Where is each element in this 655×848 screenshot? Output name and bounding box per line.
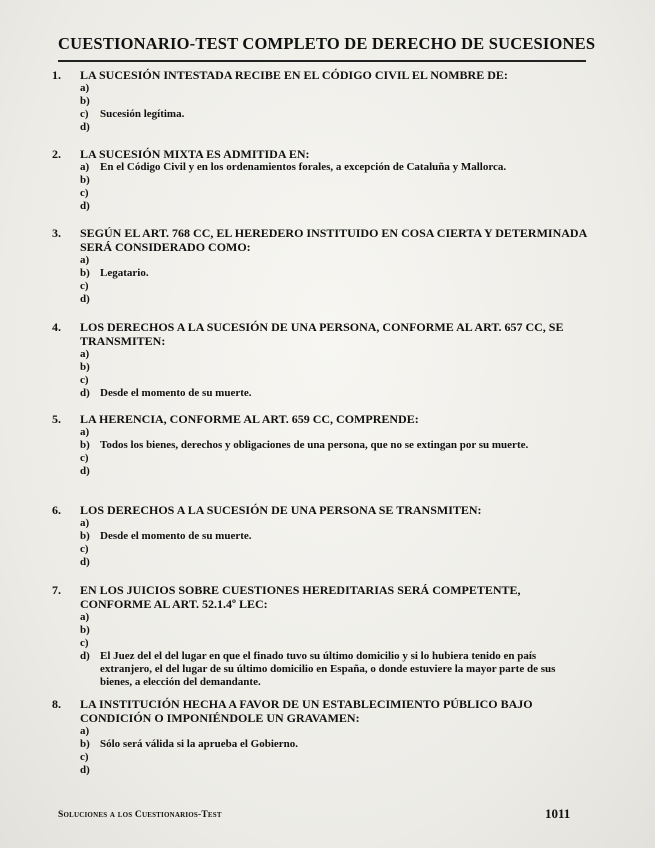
- question-text: LA HERENCIA, CONFORME AL ART. 659 CC, COMPRENDE:: [80, 412, 419, 426]
- option-b: [80, 95, 592, 108]
- option-a: [80, 82, 592, 95]
- option-letter: d): [80, 650, 90, 662]
- option-a: [80, 611, 592, 624]
- option-d: [80, 200, 592, 213]
- option-b: [80, 624, 592, 637]
- question-text: LA INSTITUCIÓN HECHA A FAVOR DE UN ESTABLECIMIENTO PÚBLICO BAJO CONDICIÓN O IMPONIÉNDOLE UN GRAVAMEN:: [80, 697, 533, 725]
- option-letter: c): [80, 637, 89, 649]
- title-rule: [58, 60, 586, 62]
- option-b: [80, 361, 592, 374]
- option-c: [80, 280, 592, 293]
- option-text: [100, 426, 590, 439]
- option-text: [100, 187, 590, 200]
- option-letter: b): [80, 624, 90, 636]
- option-letter: c): [80, 187, 89, 199]
- option-text: [100, 254, 590, 267]
- option-d: [80, 650, 592, 689]
- option-text: [100, 348, 590, 361]
- question-number: 6.: [52, 503, 61, 517]
- option-letter: a): [80, 254, 90, 266]
- option-a: [80, 348, 592, 361]
- option-b: [80, 267, 592, 280]
- option-letter: d): [80, 764, 90, 776]
- option-letter: b): [80, 361, 90, 373]
- option-text: Todos los bienes, derechos y obligaciones de una persona, que no se extingan por su muerte.: [100, 439, 529, 451]
- question-text: EN LOS JUICIOS SOBRE CUESTIONES HEREDITARIAS SERÁ COMPETENTE, CONFORME AL ART. 52.1.4º LEC:: [80, 583, 521, 611]
- option-c: [80, 543, 592, 556]
- question-2: [52, 147, 592, 213]
- question-number: 4.: [52, 320, 61, 334]
- option-text: El Juez del el del lugar en que el finado tuvo su último domicilio y si lo hubiera tenido en país extranjero, el del lugar de su último domicilio en España, o donde estuviere la mayor parte de sus bienes, a elección del demandante.: [100, 650, 556, 688]
- option-c: [80, 108, 592, 121]
- question-number: 5.: [52, 412, 61, 426]
- option-d: [80, 387, 592, 400]
- option-a: [80, 254, 592, 267]
- option-c: [80, 637, 592, 650]
- option-text: Legatario.: [100, 267, 149, 279]
- option-text: [100, 751, 590, 764]
- option-letter: a): [80, 611, 90, 623]
- page-footer: Soluciones a los Cuestionarios-Test: [58, 810, 222, 820]
- option-d: [80, 556, 592, 569]
- option-letter: a): [80, 161, 90, 173]
- question-text: LA SUCESIÓN MIXTA ES ADMITIDA EN:: [80, 147, 310, 161]
- question-3: [52, 226, 592, 306]
- option-text: Sucesión legítima.: [100, 108, 185, 120]
- option-text: [100, 121, 590, 134]
- option-text: [100, 452, 590, 465]
- question-number: 3.: [52, 226, 61, 240]
- option-text: [100, 200, 590, 213]
- option-letter: d): [80, 121, 90, 133]
- option-d: [80, 465, 592, 478]
- option-text: [100, 725, 590, 738]
- question-text: SEGÚN EL ART. 768 CC, EL HEREDERO INSTITUIDO EN COSA CIERTA Y DETERMINADA SERÁ CONSIDERADO COMO:: [80, 226, 587, 254]
- option-text: [100, 293, 590, 306]
- question-6: [52, 503, 592, 569]
- option-letter: c): [80, 751, 89, 763]
- option-text: [100, 174, 590, 187]
- option-c: [80, 751, 592, 764]
- question-number: 2.: [52, 147, 61, 161]
- option-letter: c): [80, 280, 89, 292]
- option-letter: a): [80, 348, 90, 360]
- option-d: [80, 764, 592, 777]
- option-letter: d): [80, 293, 90, 305]
- option-text: [100, 543, 590, 556]
- option-text: Desde el momento de su muerte.: [100, 530, 252, 542]
- option-b: [80, 738, 592, 751]
- option-text: En el Código Civil y en los ordenamientos forales, a excepción de Cataluña y Mallorca.: [100, 161, 507, 173]
- question-7: [52, 583, 592, 689]
- option-c: [80, 452, 592, 465]
- option-letter: b): [80, 174, 90, 186]
- question-number: 8.: [52, 697, 61, 711]
- option-text: [100, 374, 590, 387]
- option-letter: c): [80, 108, 89, 120]
- question-text: LA SUCESIÓN INTESTADA RECIBE EN EL CÓDIGO CIVIL EL NOMBRE DE:: [80, 68, 508, 82]
- option-c: [80, 374, 592, 387]
- option-letter: b): [80, 267, 90, 279]
- question-5: [52, 412, 592, 478]
- option-text: Desde el momento de su muerte.: [100, 387, 252, 399]
- option-text: Sólo será válida si la aprueba el Gobierno.: [100, 738, 299, 750]
- option-a: [80, 161, 592, 174]
- option-letter: b): [80, 530, 90, 542]
- question-text: LOS DERECHOS A LA SUCESIÓN DE UNA PERSONA, CONFORME AL ART. 657 CC, SE TRANSMITEN:: [80, 320, 564, 348]
- option-text: [100, 361, 590, 374]
- option-d: [80, 293, 592, 306]
- question-text: LOS DERECHOS A LA SUCESIÓN DE UNA PERSONA SE TRANSMITEN:: [80, 503, 482, 517]
- page-number: 1011: [545, 806, 571, 821]
- option-text: [100, 280, 590, 293]
- option-a: [80, 517, 592, 530]
- question-4: [52, 320, 592, 400]
- option-b: [80, 174, 592, 187]
- option-text: [100, 95, 590, 108]
- option-letter: a): [80, 517, 90, 529]
- question-1: [52, 68, 592, 134]
- question-number: 7.: [52, 583, 61, 597]
- question-8: [52, 697, 592, 777]
- option-letter: d): [80, 387, 90, 399]
- option-text: [100, 82, 590, 95]
- option-a: [80, 426, 592, 439]
- option-letter: b): [80, 439, 90, 451]
- option-letter: a): [80, 82, 90, 94]
- option-letter: b): [80, 738, 90, 750]
- option-letter: c): [80, 452, 89, 464]
- option-letter: b): [80, 95, 90, 107]
- page-title: CUESTIONARIO-TEST COMPLETO DE DERECHO DE SUCESIONES: [58, 34, 596, 53]
- option-text: [100, 611, 590, 624]
- option-text: [100, 517, 590, 530]
- option-text: [100, 624, 590, 637]
- question-number: 1.: [52, 68, 61, 82]
- option-letter: c): [80, 374, 89, 386]
- option-letter: d): [80, 465, 90, 477]
- option-b: [80, 530, 592, 543]
- option-d: [80, 121, 592, 134]
- option-letter: c): [80, 543, 89, 555]
- option-text: [100, 465, 590, 478]
- option-letter: d): [80, 556, 90, 568]
- option-text: [100, 556, 590, 569]
- option-b: [80, 439, 592, 452]
- option-letter: a): [80, 426, 90, 438]
- option-c: [80, 187, 592, 200]
- option-letter: a): [80, 725, 90, 737]
- option-text: [100, 637, 590, 650]
- option-letter: d): [80, 200, 90, 212]
- option-text: [100, 764, 590, 777]
- option-a: [80, 725, 592, 738]
